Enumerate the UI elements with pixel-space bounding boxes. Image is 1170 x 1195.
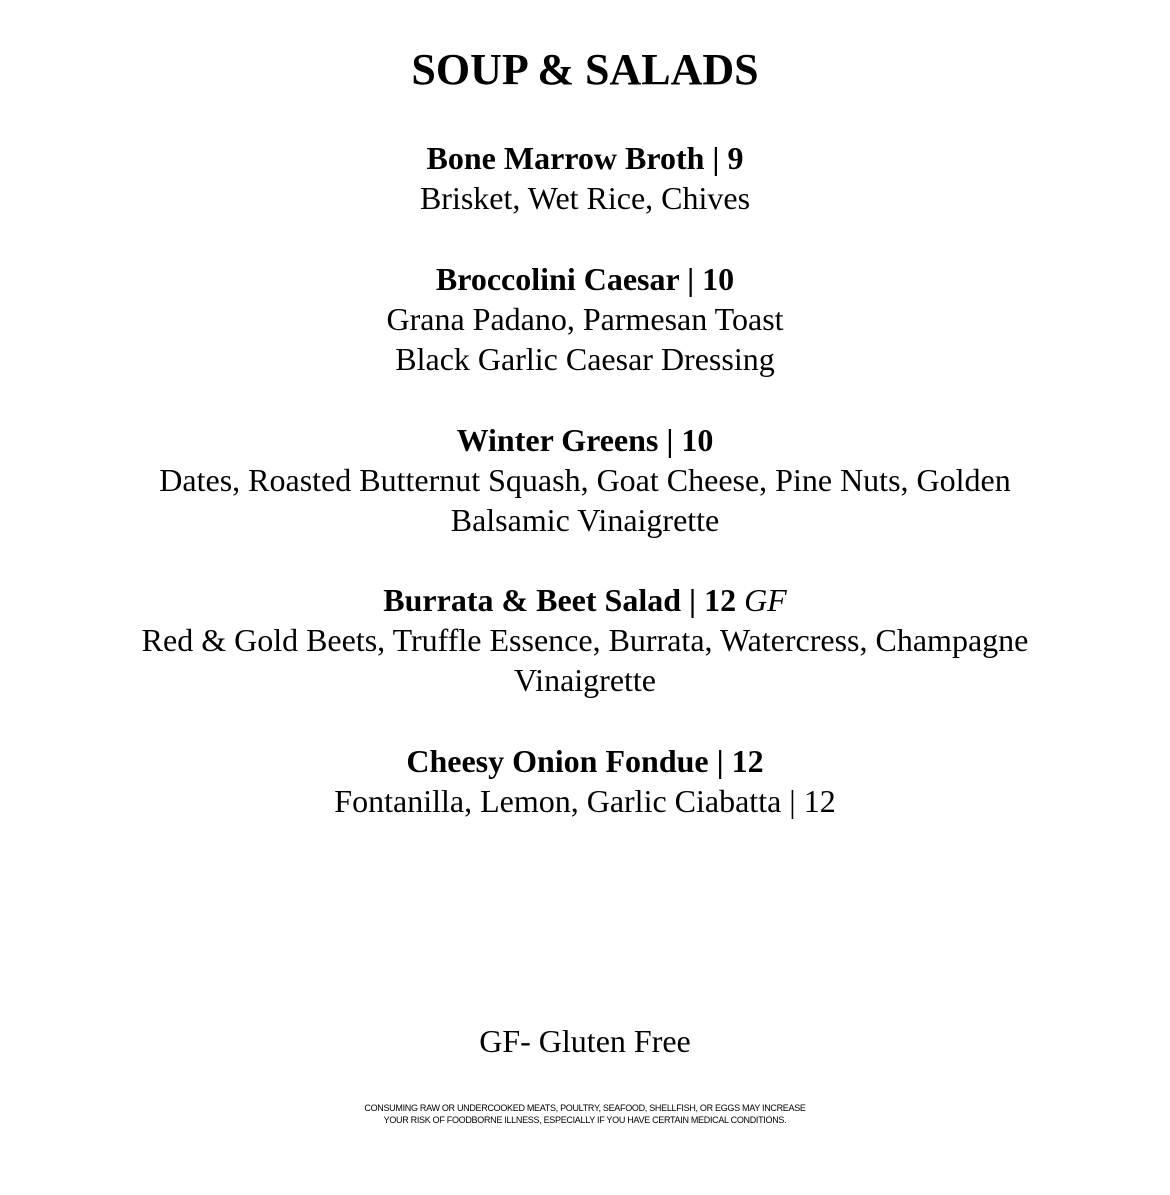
menu-item: [90, 741, 1080, 821]
menu-item-description: Grana Padano, Parmesan Toast Black Garlic Caesar Dressing: [386, 301, 784, 377]
menu-item: [90, 580, 1080, 700]
menu-item-name-text: Burrata & Beet Salad | 12: [383, 582, 737, 618]
gluten-free-tag: GF: [744, 582, 787, 618]
menu-item-name-text: Winter Greens | 10: [456, 422, 714, 458]
menu-item-name: [90, 259, 1080, 299]
menu-item-name-text: Bone Marrow Broth | 9: [426, 140, 744, 176]
menu-item-name-text: Broccolini Caesar | 10: [435, 261, 735, 297]
gluten-free-legend: GF- Gluten Free: [479, 1023, 691, 1059]
menu-item-name: [90, 138, 1080, 178]
menu-item: [90, 420, 1080, 540]
menu-item: [90, 259, 1080, 379]
menu-item-description: Red & Gold Beets, Truffle Essence, Burrata, Watercress, Champagne Vinaigrette: [141, 622, 1029, 698]
menu-item-name: [90, 580, 1080, 620]
menu-item-name: [90, 741, 1080, 781]
menu-item: [90, 138, 1080, 218]
menu-item-description: Brisket, Wet Rice, Chives: [419, 180, 751, 216]
menu-item-name: [90, 420, 1080, 460]
menu-item-name-text: Cheesy Onion Fondue | 12: [406, 743, 764, 779]
menu-title: SOUP & SALADS: [411, 45, 759, 94]
menu-item-description: Dates, Roasted Butternut Squash, Goat Cheese, Pine Nuts, Golden Balsamic Vinaigrette: [159, 462, 1011, 538]
food-safety-disclaimer: CONSUMING RAW OR UNDERCOOKED MEATS, POULTRY, SEAFOOD, SHELLFISH, OR EGGS MAY INCREASE YOUR RISK OF FOODBORNE ILLNESS, ESPECIALLY IF YOU HAVE CERTAIN MEDICAL CONDITIONS.: [364, 1103, 806, 1125]
menu-item-description: Fontanilla, Lemon, Garlic Ciabatta | 12: [334, 783, 836, 819]
